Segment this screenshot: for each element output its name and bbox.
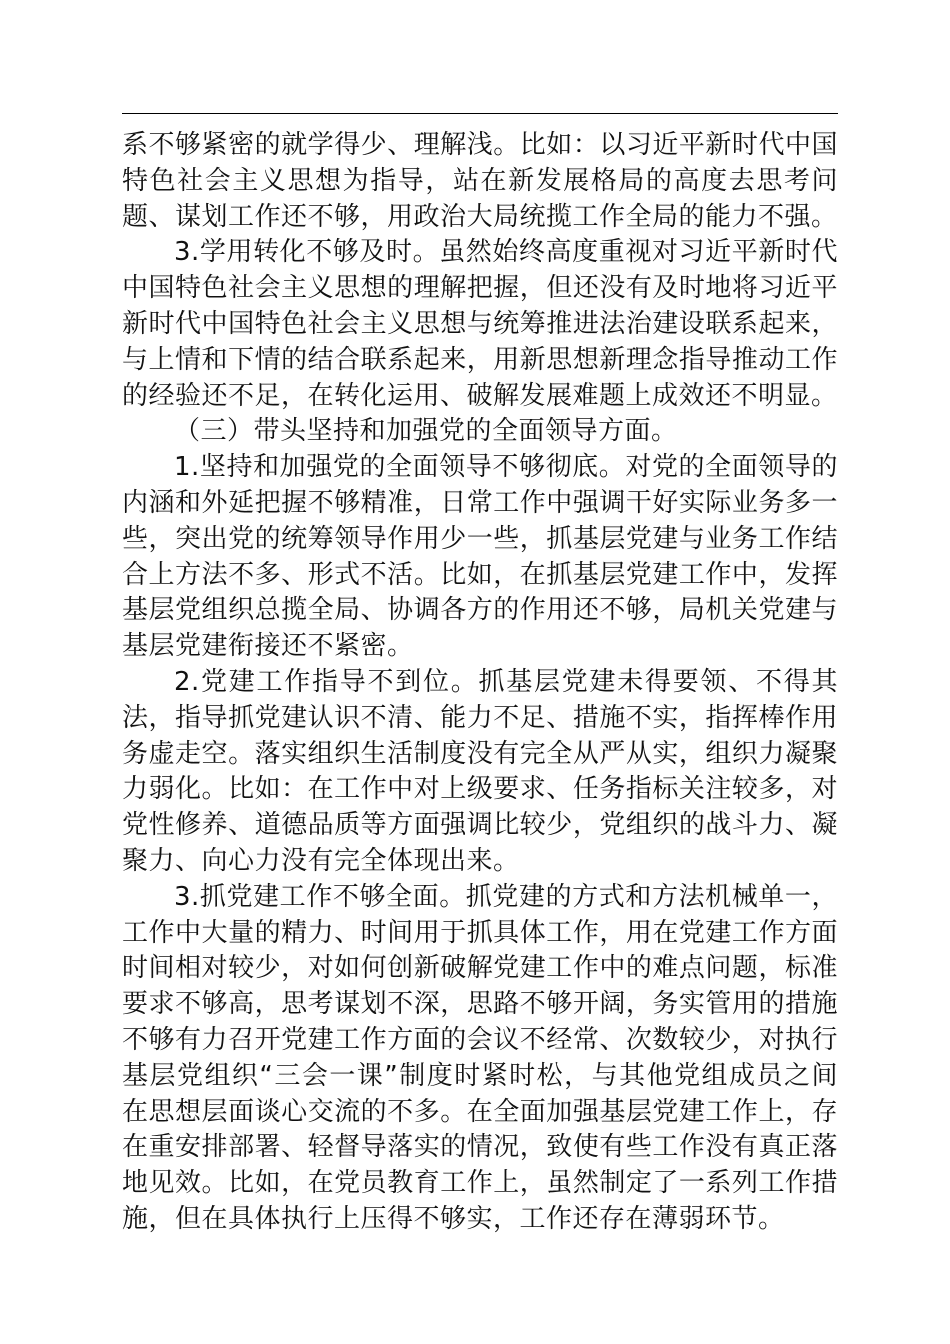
paragraph-continuation: 系不够紧密的就学得少、理解浅。比如：以习近平新时代中国特色社会主义思想为指导，站在新发展格局的高度去思考问题、谋划工作还不够，用政治大局统揽工作全局的能力不强。 xyxy=(122,130,838,232)
paragraph-item-3-comprehensive: 3.抓党建工作不够全面。抓党建的方式和方法机械单一，工作中大量的精力、时间用于抓具体工作，用在党建工作方面时间相对较少，对如何创新破解党建工作中的难点问题，标准要求不够高，思考谋划不深，思路不够开阔，务实管用的措施不够有力召开党建工作方面的会议不经常、次数较少，对执行基层党组织“三会一课”制度时紧时松，与其他党组成员之间在思想层面谈心交流的不多。在全面加强基层党建工作上，存在重安排部署、轻督导落实的情况，致使有些工作没有真正落地见效。比如，在党员教育工作上，虽然制定了一系列工作措施，但在具体执行上压得不够实，工作还存在薄弱环节。 xyxy=(122,881,838,1234)
paragraph-item-1-leadership: 1.坚持和加强党的全面领导不够彻底。对党的全面领导的内涵和外延把握不够精准，日常工作中强调干好实际业务多一些，突出党的统筹领导作用少一些，抓基层党建与业务工作结合上方法不多、形式不活。比如，在抓基层党建工作中，发挥基层党组织总揽全局、协调各方的作用还不够，局机关党建与基层党建衔接还不紧密。 xyxy=(122,452,838,662)
paragraph-item-2-guidance: 2.党建工作指导不到位。抓基层党建未得要领、不得其法，指导抓党建认识不清、能力不足、措施不实，指挥棒作用务虚走空。落实组织生活制度没有完全从严从实，组织力凝聚力弱化。比如：在工作中对上级要求、任务指标关注较多，对党性修养、道德品质等方面强调比较少，党组织的战斗力、凝聚力、向心力没有完全体现出来。 xyxy=(122,666,838,876)
paragraph-item-3-transform: 3.学用转化不够及时。虽然始终高度重视对习近平新时代中国特色社会主义思想的理解把握，但还没有及时地将习近平新时代中国特色社会主义思想与统筹推进法治建设联系起来，与上情和下情的结合联系起来，用新思想新理念指导推动工作的经验还不足，在转化运用、破解发展难题上成效还不明显。 xyxy=(122,237,838,411)
document-body xyxy=(122,128,838,1238)
header-rule xyxy=(122,113,838,114)
section-heading-3: （三）带头坚持和加强党的全面领导方面。 xyxy=(174,416,678,447)
